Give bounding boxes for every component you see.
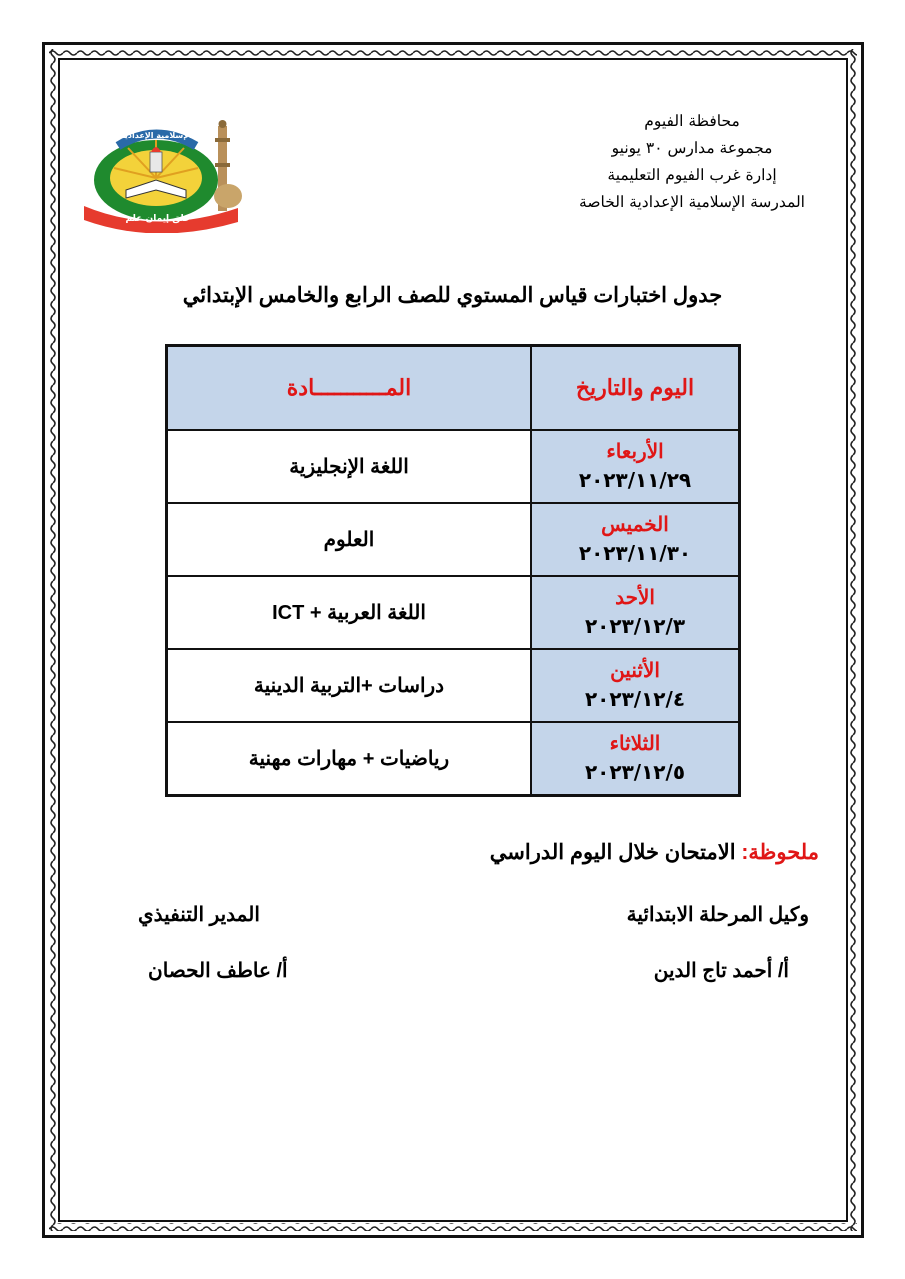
exam-date: ٢٠٢٣/١١/٣٠ [578, 540, 692, 565]
day-date-cell [531, 649, 740, 722]
header-school-name: المدرسة الإسلامية الإعدادية الخاصة [579, 193, 805, 211]
day-name: الأحد [615, 586, 655, 609]
day-name: الخميس [601, 513, 669, 536]
day-date-cell [531, 503, 740, 576]
exam-date: ٢٠٢٣/١١/٢٩ [578, 467, 692, 492]
signature-right-name: أ/ أحمد تاج الدين [653, 960, 789, 982]
day-name: الثلاثاء [609, 732, 661, 755]
header-subject: المـــــــــــادة [167, 346, 532, 431]
subject-cell: العلوم [167, 503, 532, 576]
day-name: الأربعاء [606, 440, 664, 463]
day-name: الأثنين [610, 659, 660, 682]
signature-left-title: المدير التنفيذي [138, 904, 260, 926]
header-day-date: اليوم والتاريخ [531, 346, 740, 431]
subject-cell: اللغة الإنجليزية [167, 430, 532, 503]
note-label: ملحوظة: [741, 841, 819, 864]
subject-cell: اللغة العربية + ICT [167, 576, 532, 649]
table-row [167, 503, 740, 576]
subject-cell: رياضيات + مهارات مهنية [167, 722, 532, 796]
exam-date: ٢٠٢٣/١٢/٣ [584, 613, 686, 638]
table-row [167, 576, 740, 649]
schedule-table [165, 344, 741, 797]
header-administration: إدارة غرب الفيوم التعليمية [607, 166, 777, 184]
header-block [579, 108, 805, 216]
header-governorate: محافظة الفيوم [644, 112, 740, 130]
table-row [167, 722, 740, 796]
header-school-group: مجموعة مدارس ٣٠ يونيو [611, 139, 773, 157]
signature-left-name: أ/ عاطف الحصان [148, 960, 288, 982]
day-date-cell [531, 430, 740, 503]
logo-ribbon-text: خلق إيمان علم [125, 214, 191, 224]
table-row [167, 649, 740, 722]
logo-arc-text: الإسلامية الإعدادية [120, 131, 192, 140]
exam-date: ٢٠٢٣/١٢/٥ [584, 759, 686, 784]
signature-right-title: وكيل المرحلة الابتدائية [626, 904, 809, 926]
note-text: الامتحان خلال اليوم الدراسي [489, 841, 742, 864]
day-date-cell [531, 722, 740, 796]
day-date-cell [531, 576, 740, 649]
exam-date: ٢٠٢٣/١٢/٤ [584, 686, 686, 711]
table-header-row [167, 346, 740, 431]
note [490, 840, 819, 865]
subject-cell: دراسات +التربية الدينية [167, 649, 532, 722]
school-logo [78, 118, 248, 233]
table-row [167, 430, 740, 503]
page-title: جدول اختبارات قياس المستوي للصف الرابع والخامس الإبتدائي [182, 284, 723, 307]
